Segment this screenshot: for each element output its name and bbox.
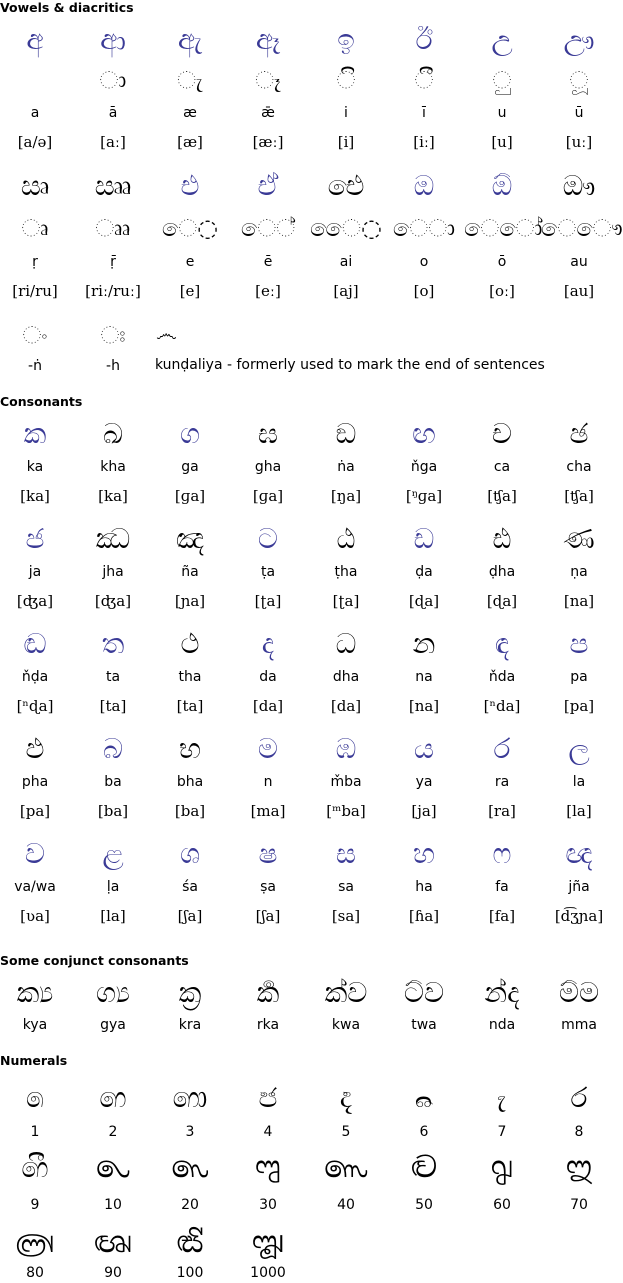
consonant-romanization: ňga xyxy=(410,459,438,475)
visarga-sign: ◌ඃ xyxy=(100,321,126,349)
numeral-value: 20 xyxy=(181,1197,199,1213)
consonant-ipa: [ɡa] xyxy=(174,487,206,505)
consonant-romanization: ṣa xyxy=(260,879,276,895)
vowel-letter: ඍ xyxy=(20,169,50,202)
vowel-ipa: [uː] xyxy=(565,133,593,151)
numeral-glyph: ෨ xyxy=(99,1081,127,1114)
vowel-romanization: ē xyxy=(263,254,273,270)
consonant-ipa: [ʈa] xyxy=(254,592,282,610)
numeral-value: 9 xyxy=(30,1197,40,1213)
consonant-ipa: [ta] xyxy=(99,697,127,715)
anusvara-sign: ◌ං xyxy=(22,321,48,349)
heading-vowels: Vowels & diacritics xyxy=(0,0,134,15)
consonant-ipa: [la] xyxy=(100,907,126,925)
consonant-letter: ඡ xyxy=(569,417,589,450)
vowel-sign: ෛ◌ xyxy=(310,214,382,242)
conjunct-letter: ට්ව xyxy=(403,976,445,1009)
consonant-ipa: [da] xyxy=(330,697,362,715)
consonant-letter: ඟ xyxy=(412,417,436,450)
consonant-letter: ත xyxy=(101,627,125,660)
vowel-romanization: au xyxy=(570,254,588,270)
consonant-romanization: ga xyxy=(181,459,199,475)
consonant-ipa: [ʃa] xyxy=(177,907,203,925)
consonant-ipa: [ɦa] xyxy=(408,907,440,925)
consonant-romanization: pha xyxy=(21,774,49,790)
vowel-romanization: e xyxy=(185,254,195,270)
consonant-ipa: [fa] xyxy=(488,907,516,925)
consonant-romanization: dha xyxy=(332,669,360,685)
numeral-glyph: 𑇤 xyxy=(255,1151,281,1184)
consonant-letter: ඨ xyxy=(336,522,356,555)
vowel-sign: ◌ි xyxy=(336,66,356,94)
consonant-letter: ප xyxy=(569,627,589,660)
consonant-ipa: [ⁿda] xyxy=(483,697,521,715)
consonant-ipa: [ᵐba] xyxy=(326,802,366,820)
numeral-value: 5 xyxy=(341,1124,351,1140)
consonant-romanization: ra xyxy=(494,774,510,790)
vowel-romanization: æ xyxy=(183,105,197,121)
numeral-value: 70 xyxy=(570,1197,588,1213)
consonant-romanization: cha xyxy=(566,459,592,475)
consonant-letter: ඳ xyxy=(494,627,510,660)
consonant-romanization: m̌ba xyxy=(330,774,362,790)
consonant-romanization: ḍha xyxy=(488,564,516,580)
numeral-value: 50 xyxy=(415,1197,433,1213)
numeral-glyph: 𑇫 xyxy=(176,1226,204,1259)
vowel-ipa: [i] xyxy=(337,133,355,151)
conjunct-romanization: kya xyxy=(22,1017,48,1033)
numeral-value: 90 xyxy=(104,1265,122,1281)
vowel-sign: ◌ු xyxy=(492,66,512,94)
conjunct-romanization: gya xyxy=(100,1017,126,1033)
numeral-value: 1 xyxy=(30,1124,40,1140)
consonant-letter: ධ xyxy=(335,627,357,660)
consonant-ipa: [pa] xyxy=(19,802,51,820)
consonant-ipa: [da] xyxy=(252,697,284,715)
numeral-glyph: ෬ xyxy=(414,1081,434,1114)
conjunct-letter: ක්ව xyxy=(324,976,368,1009)
numeral-glyph: 𑇥 xyxy=(324,1151,368,1184)
consonant-ipa: [ʧa] xyxy=(564,487,594,505)
consonant-romanization: ňḍa xyxy=(21,669,49,685)
vowel-romanization: ai xyxy=(339,254,353,270)
consonant-romanization: ḍa xyxy=(415,564,433,580)
consonant-ipa: [ma] xyxy=(250,802,286,820)
diacritic-romanization: -ṅ xyxy=(28,358,42,374)
vowel-letter: ඉ xyxy=(337,23,355,56)
vowel-ipa: [æː] xyxy=(252,133,284,151)
consonant-ipa: [ta] xyxy=(176,697,204,715)
numeral-glyph: ෯ xyxy=(21,1151,49,1184)
numeral-glyph: 𑇴 xyxy=(251,1226,285,1259)
vowel-ipa: [e] xyxy=(179,282,201,300)
consonant-romanization: pa xyxy=(570,669,588,685)
consonant-romanization: ka xyxy=(26,459,44,475)
vowel-ipa: [riː/ruː] xyxy=(85,282,141,300)
consonant-letter: ඥ xyxy=(565,837,593,870)
heading-consonants: Consonants xyxy=(0,394,83,409)
numeral-glyph: ෮ xyxy=(570,1081,588,1114)
consonant-letter: ස xyxy=(335,837,357,870)
vowel-romanization: ṛ xyxy=(32,254,38,270)
consonant-letter: ථ xyxy=(180,627,200,660)
consonant-letter: ජ xyxy=(25,522,45,555)
consonant-romanization: ba xyxy=(104,774,122,790)
numeral-value: 40 xyxy=(337,1197,355,1213)
consonant-ipa: [ɖa] xyxy=(486,592,518,610)
consonant-romanization: da xyxy=(259,669,277,685)
conjunct-romanization: nda xyxy=(488,1017,516,1033)
vowel-sign: ෙ◌ෝ xyxy=(464,214,543,242)
vowel-ipa: [iː] xyxy=(413,133,435,151)
consonant-letter: ඞ xyxy=(335,417,357,450)
consonant-romanization: ha xyxy=(415,879,433,895)
consonant-letter: ල xyxy=(568,732,590,765)
vowel-romanization: o xyxy=(419,254,429,270)
heading-numerals: Numerals xyxy=(0,1053,68,1068)
consonant-romanization: ya xyxy=(415,774,433,790)
consonant-romanization: ňda xyxy=(488,669,516,685)
vowel-sign: ◌ා xyxy=(99,66,127,94)
numeral-value: 100 xyxy=(176,1265,204,1281)
numeral-glyph: ෭ xyxy=(497,1081,507,1114)
consonant-romanization: ḷa xyxy=(106,879,120,895)
vowel-letter: ඈ xyxy=(255,23,281,56)
vowel-sign: ◌ෘ xyxy=(21,214,49,242)
consonant-romanization: śa xyxy=(182,879,198,895)
numeral-glyph: 𑇧 xyxy=(490,1151,514,1184)
consonant-ipa: [la] xyxy=(566,802,592,820)
consonant-romanization: jha xyxy=(102,564,124,580)
conjunct-letter: ම්ම xyxy=(558,976,600,1009)
consonant-letter: ම xyxy=(257,732,279,765)
consonant-ipa: [ʤa] xyxy=(16,592,54,610)
consonant-romanization: la xyxy=(572,774,586,790)
consonant-ipa: [ʈa] xyxy=(332,592,360,610)
consonant-romanization: na xyxy=(415,669,433,685)
consonant-ipa: [ja] xyxy=(411,802,437,820)
vowel-ipa: [ri/ru] xyxy=(12,282,58,300)
numeral-glyph: ෩ xyxy=(172,1081,208,1114)
vowel-romanization: ī xyxy=(422,105,426,121)
consonant-romanization: ta xyxy=(105,669,121,685)
conjunct-letter: ක්‍ය xyxy=(16,976,54,1009)
vowel-sign: ◌ෑ xyxy=(255,66,281,94)
consonant-ipa: [sa] xyxy=(331,907,361,925)
consonant-letter: භ xyxy=(178,732,202,765)
vowel-ipa: [æ] xyxy=(177,133,203,151)
numeral-glyph: 𑇪 xyxy=(93,1226,133,1259)
vowel-ipa: [au] xyxy=(563,282,595,300)
consonant-ipa: [ka] xyxy=(98,487,128,505)
vowel-letter: ඔ xyxy=(413,169,435,202)
consonant-ipa: [ɲa] xyxy=(174,592,206,610)
consonant-romanization: sa xyxy=(338,879,354,895)
vowel-ipa: [oː] xyxy=(489,282,515,300)
conjunct-romanization: mma xyxy=(561,1017,597,1033)
consonant-letter: න xyxy=(412,627,436,660)
consonant-romanization: fa xyxy=(495,879,509,895)
consonant-ipa: [ba] xyxy=(97,802,129,820)
vowel-letter: ඖ xyxy=(562,169,596,202)
kundaliya-caption: kunḍaliya - formerly used to mark the end of sentences xyxy=(155,357,545,373)
consonant-letter: ච xyxy=(491,417,513,450)
numeral-value: 7 xyxy=(497,1124,507,1140)
consonant-letter: ණ xyxy=(563,522,595,555)
vowel-letter: උ xyxy=(491,23,513,56)
vowel-letter: ඕ xyxy=(491,169,513,202)
vowel-romanization: ǣ xyxy=(261,105,275,121)
vowel-ipa: [u] xyxy=(491,133,513,151)
vowel-sign: ◌ැ xyxy=(177,66,203,94)
consonant-letter: ඹ xyxy=(335,732,357,765)
vowel-romanization: ō xyxy=(497,254,507,270)
consonant-letter: හ xyxy=(412,837,436,870)
consonant-romanization: ja xyxy=(28,564,42,580)
vowel-sign: ෙ◌ xyxy=(161,214,219,242)
kundaliya-glyph: ෴ xyxy=(156,322,177,347)
consonant-romanization: gha xyxy=(254,459,282,475)
vowel-letter: එ xyxy=(180,169,200,202)
consonant-ipa: [ba] xyxy=(174,802,206,820)
consonant-ipa: [ra] xyxy=(488,802,516,820)
vowel-romanization: i xyxy=(344,105,348,121)
consonant-letter: ශ xyxy=(179,837,201,870)
vowel-ipa: [aː] xyxy=(100,133,126,151)
numeral-value: 1000 xyxy=(250,1265,286,1281)
consonant-ipa: [ɡa] xyxy=(252,487,284,505)
vowel-letter: ආ xyxy=(100,23,126,56)
vowel-letter: ඒ xyxy=(257,169,279,202)
numeral-glyph: 𑇩 xyxy=(15,1226,55,1259)
vowel-ipa: [eː] xyxy=(255,282,281,300)
consonant-ipa: [d͡ʒɲa] xyxy=(554,907,604,925)
vowel-romanization: u xyxy=(497,105,507,121)
vowel-letter: ඊ xyxy=(415,23,433,56)
vowel-sign: ෙ◌ෞ xyxy=(541,214,623,242)
vowel-sign: ෙ◌් xyxy=(240,214,296,242)
conjunct-romanization: rka xyxy=(256,1017,280,1033)
consonant-romanization: kha xyxy=(100,459,126,475)
consonant-letter: බ xyxy=(102,732,124,765)
consonant-letter: ඝ xyxy=(257,417,279,450)
consonant-letter: ර xyxy=(493,732,511,765)
consonant-ipa: [na] xyxy=(408,697,440,715)
numeral-glyph: ෫ xyxy=(339,1081,353,1114)
consonant-letter: ක xyxy=(23,417,47,450)
consonant-ipa: [ʋa] xyxy=(20,907,50,925)
consonant-ipa: [na] xyxy=(563,592,595,610)
consonant-romanization: tha xyxy=(178,669,202,685)
conjunct-letter: ග්‍ය xyxy=(96,976,130,1009)
numeral-glyph: 𑇨 xyxy=(566,1151,592,1184)
vowel-sign: ◌ූ xyxy=(569,66,589,94)
consonant-letter: ව xyxy=(24,837,46,870)
vowel-romanization: a xyxy=(30,105,40,121)
consonant-romanization: ña xyxy=(181,564,199,580)
vowel-letter: අ xyxy=(26,23,44,56)
consonant-romanization: ṇa xyxy=(570,564,588,580)
consonant-ipa: [ka] xyxy=(20,487,50,505)
numeral-value: 3 xyxy=(185,1124,195,1140)
vowel-romanization: ṝ xyxy=(110,254,116,270)
consonant-letter: ෂ xyxy=(258,837,278,870)
consonant-ipa: [ɖa] xyxy=(408,592,440,610)
consonant-letter: ඛ xyxy=(102,417,124,450)
consonant-romanization: va/wa xyxy=(14,879,56,895)
conjunct-romanization: kwa xyxy=(331,1017,361,1033)
vowel-ipa: [a/ə] xyxy=(17,133,53,151)
heading-conjuncts: Some conjunct consonants xyxy=(0,953,189,968)
numeral-value: 6 xyxy=(419,1124,429,1140)
consonant-letter: ට xyxy=(257,522,279,555)
conjunct-letter: න්ද xyxy=(484,976,520,1009)
vowel-sign: ◌ී xyxy=(414,66,434,94)
vowel-sign xyxy=(0,65,73,95)
consonant-romanization: bha xyxy=(176,774,204,790)
vowel-sign: ෙ◌ා xyxy=(392,214,456,242)
vowel-letter: ඎ xyxy=(94,169,132,202)
consonant-ipa: [ʧa] xyxy=(487,487,517,505)
numeral-glyph: 𑇢 xyxy=(96,1151,130,1184)
vowel-sign: ◌ෲ xyxy=(95,214,131,242)
consonant-letter: ඪ xyxy=(492,522,512,555)
consonant-ipa: [pa] xyxy=(563,697,595,715)
vowel-ipa: [o] xyxy=(413,282,435,300)
numeral-value: 30 xyxy=(259,1197,277,1213)
numeral-value: 80 xyxy=(26,1265,44,1281)
consonant-letter: ය xyxy=(413,732,435,765)
consonant-ipa: [ŋa] xyxy=(330,487,362,505)
numeral-glyph: ෧ xyxy=(26,1081,44,1114)
consonant-letter: ඩ xyxy=(413,522,435,555)
conjunct-letter: ර්‍ක xyxy=(256,976,280,1009)
consonant-romanization: ṅa xyxy=(337,459,355,475)
numeral-value: 60 xyxy=(493,1197,511,1213)
consonant-romanization: ca xyxy=(493,459,511,475)
consonant-letter: ඬ xyxy=(23,627,47,660)
consonant-romanization: n xyxy=(263,774,273,790)
consonant-letter: ඤ xyxy=(175,522,205,555)
numeral-value: 8 xyxy=(574,1124,584,1140)
consonant-romanization: ṭha xyxy=(334,564,358,580)
numeral-glyph: ෪ xyxy=(258,1081,278,1114)
vowel-letter: ඓ xyxy=(327,169,365,202)
consonant-letter: ඵ xyxy=(25,732,45,765)
conjunct-romanization: kra xyxy=(178,1017,202,1033)
numeral-value: 10 xyxy=(104,1197,122,1213)
consonant-ipa: [ᵑɡa] xyxy=(405,487,443,505)
conjunct-letter: ක්‍ර xyxy=(178,976,202,1009)
numeral-value: 2 xyxy=(108,1124,118,1140)
consonant-letter: ඣ xyxy=(95,522,131,555)
consonant-romanization: ṭa xyxy=(260,564,276,580)
consonant-letter: ෆ xyxy=(492,837,512,870)
consonant-ipa: [ʤa] xyxy=(94,592,132,610)
vowel-romanization: ū xyxy=(574,105,584,121)
consonant-letter: ද xyxy=(261,627,275,660)
numeral-glyph: 𑇣 xyxy=(171,1151,209,1184)
consonant-letter: ග xyxy=(179,417,201,450)
vowel-letter: ඇ xyxy=(177,23,203,56)
vowel-letter: ඌ xyxy=(563,23,595,56)
vowel-ipa: [aj] xyxy=(333,282,359,300)
consonant-letter: ළ xyxy=(102,837,124,870)
conjunct-romanization: twa xyxy=(411,1017,437,1033)
consonant-romanization: jña xyxy=(568,879,590,895)
consonant-ipa: [ʃa] xyxy=(255,907,281,925)
numeral-value: 4 xyxy=(263,1124,273,1140)
vowel-romanization: ā xyxy=(108,105,118,121)
numeral-glyph: 𑇦 xyxy=(410,1151,438,1184)
diacritic-romanization: -h xyxy=(106,358,120,374)
consonant-ipa: [ⁿɖa] xyxy=(16,697,54,715)
